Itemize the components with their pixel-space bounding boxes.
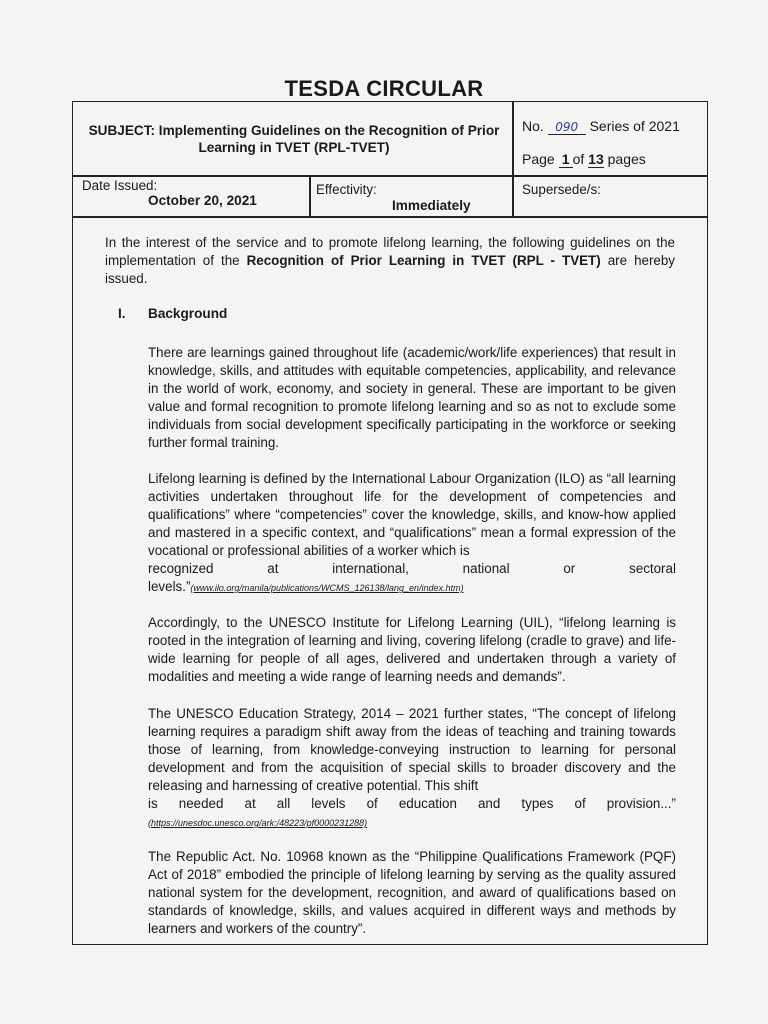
intro-text-b: are hereby issued. bbox=[105, 253, 676, 286]
intro-text-bold: Recognition of Prior Learning in TVET (RPL - TVET) bbox=[246, 253, 601, 268]
p4-main-text: The UNESCO Education Strategy, 2014 – 2021 further states, “The concept of lifelong learning requires a paradigm shift away from the ideas of teaching and training towards those of learning, from knowledge-conveying instruction to learning for personal development and from the acquisition of special skills to broader discovery and the releasing and harnessing of creative potential. This shift bbox=[148, 706, 676, 793]
p4-word: at bbox=[244, 796, 256, 811]
page-total: 13 bbox=[588, 151, 604, 167]
p2-word: recognized bbox=[148, 561, 214, 576]
p4-word: types bbox=[521, 796, 554, 811]
page-count bbox=[522, 151, 646, 168]
p4-word: levels bbox=[311, 796, 346, 811]
p2-end-text: levels.” bbox=[148, 579, 191, 594]
p4-word: needed bbox=[178, 796, 224, 811]
p2-word: or bbox=[563, 561, 576, 576]
section-title: Background bbox=[148, 306, 228, 321]
p2-word: international, bbox=[332, 561, 409, 576]
p4-spread-line bbox=[148, 795, 676, 813]
p4-word: all bbox=[276, 796, 291, 811]
page-suffix: pages bbox=[607, 151, 646, 167]
p2-word: national bbox=[462, 561, 510, 576]
intro-paragraph bbox=[105, 234, 675, 288]
effectivity-value: Immediately bbox=[392, 198, 471, 213]
supersedes-label: Supersede/s: bbox=[522, 182, 601, 197]
background-paragraph-2 bbox=[148, 470, 676, 597]
p4-word: and bbox=[477, 796, 501, 811]
page-prefix: Page bbox=[522, 151, 555, 167]
date-issued-label: Date Issued: bbox=[82, 178, 158, 193]
p4-word: is bbox=[148, 796, 158, 811]
background-paragraph-1: There are learnings gained throughout life (academic/work/life experiences) that result in knowledge, skills, and attitudes with equitable competencies, applicability, and relevance in the world of work, economy, and society in general. These are important to be given value and formal recognition to promote lifelong learning and so as not to exclude some individuals from social development specifically participating in the workforce or seeking further formal training. bbox=[148, 345, 676, 450]
no-label: No. bbox=[522, 118, 544, 134]
p2-end-line bbox=[148, 578, 676, 597]
p2-main-text: Lifelong learning is defined by the International Labour Organization (ILO) as “all learning activities undertaken throughout life for the development of competencies and qualifications” where “competencies” cover the knowledge, skills, and know-how applied and mastered in a specific context, and “qualifications” mean a formal expression of the vocational or professional abilities of a worker which is bbox=[148, 471, 676, 558]
series-label: Series of 2021 bbox=[589, 118, 680, 134]
p4-word: of bbox=[366, 796, 378, 811]
header-divider-2 bbox=[72, 216, 708, 218]
p2-spread-line bbox=[148, 560, 676, 578]
intro-text-a: In the interest of the service and to promote lifelong learning, the following guidelines on the implementation of the bbox=[105, 235, 675, 268]
background-paragraph-3: Accordingly, to the UNESCO Institute for Lifelong Learning (UIL), “lifelong learning is rooted in the integration of learning and living, covering lifelong (cradle to grave) and life-wide learning for people of all ages, delivered and undertaken through a variety of modalities and meeting a wide range of learning needs and demands”. bbox=[148, 615, 676, 684]
ilo-link[interactable]: (www.ilo.org/manila/publications/WCMS_126138/lang_en/index.htm) bbox=[190, 583, 464, 593]
effectivity-label: Effectivity: bbox=[316, 182, 377, 197]
header-vdivider-2 bbox=[309, 175, 311, 217]
background-paragraph-4 bbox=[148, 705, 676, 832]
circular-number bbox=[522, 118, 680, 135]
header-vdivider-1 bbox=[512, 101, 514, 217]
p2-word: at bbox=[267, 561, 279, 576]
p4-word: of bbox=[574, 796, 586, 811]
header-divider-1 bbox=[72, 175, 708, 177]
no-value: 090 bbox=[548, 120, 586, 135]
unesco-link[interactable]: (https://unesdoc.unesco.org/ark:/48223/pf0000231288) bbox=[148, 818, 368, 828]
section-number: I. bbox=[118, 306, 126, 321]
section-heading bbox=[118, 306, 227, 321]
subject-line: SUBJECT: Implementing Guidelines on the Recognition of Prior Learning in TVET (RPL-TVET) bbox=[88, 123, 500, 155]
date-issued-value: October 20, 2021 bbox=[148, 193, 257, 208]
p4-word: provision...” bbox=[606, 796, 676, 811]
page-of: of bbox=[572, 151, 585, 167]
page-number: 1 bbox=[559, 151, 573, 168]
p4-word: education bbox=[398, 796, 457, 811]
p4-link-line bbox=[148, 813, 676, 832]
background-paragraph-5: The Republic Act. No. 10968 known as the “Philippine Qualifications Framework (PQF) Act of 2018” embodied the principle of lifelong learning by serving as the quality assured national system for the development, recognition, and award of qualifications based on standards of knowledge, skills, and values acquired in different ways and methods by learners and workers of the country”. bbox=[148, 849, 676, 936]
document-title: TESDA CIRCULAR bbox=[284, 76, 484, 101]
p2-word: sectoral bbox=[629, 561, 676, 576]
